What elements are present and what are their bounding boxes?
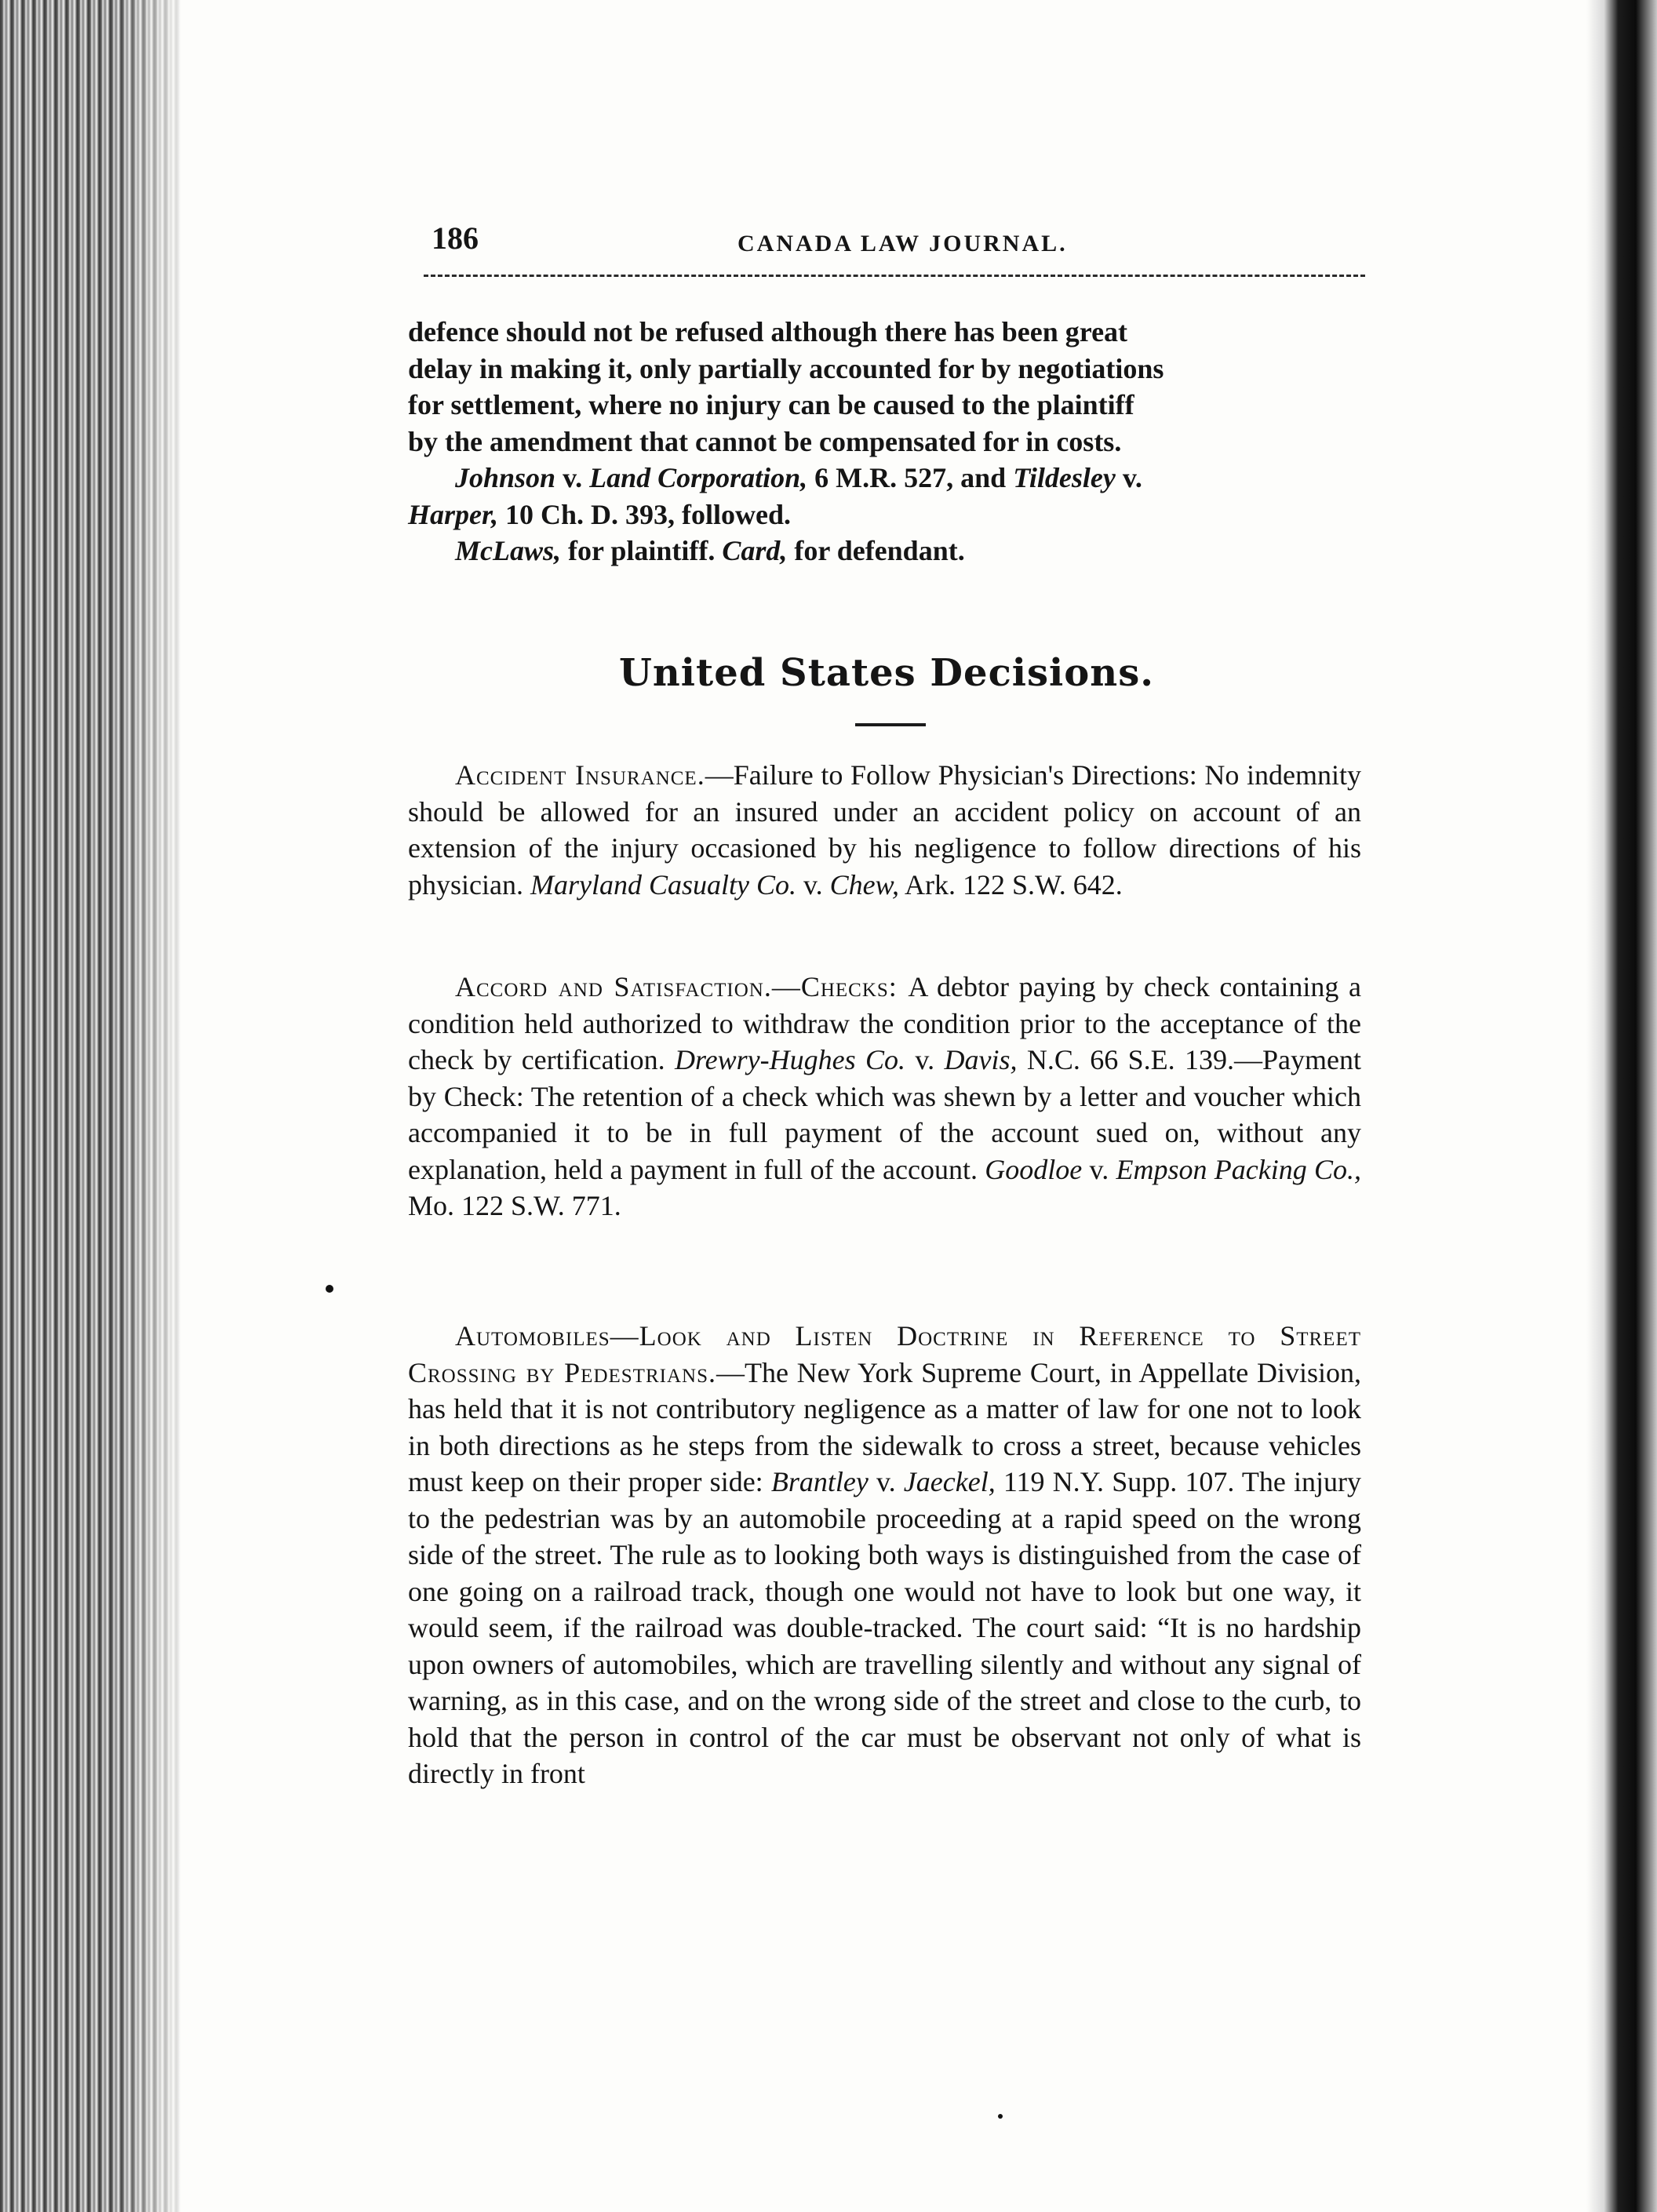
citation: 6 M.R. 527, and xyxy=(807,462,1014,493)
automobiles-paragraph xyxy=(408,1318,1361,1792)
case-name: Goodloe xyxy=(985,1153,1083,1185)
case-citation-line xyxy=(408,460,1361,497)
case-name: Drewry-Hughes Co. xyxy=(675,1044,906,1075)
counsel-name: Card, xyxy=(722,535,788,566)
topic-heading: Accord and Satisfaction. xyxy=(455,971,772,1002)
topic-heading: Automobiles—Look and Listen Doctrine in Reference to Street Crossing by Pedestrians. xyxy=(408,1320,1361,1388)
case-party: Empson Packing Co., xyxy=(1116,1153,1361,1185)
citation: 10 Ch. D. 393, followed. xyxy=(498,498,792,530)
counsel-name: McLaws, xyxy=(455,535,561,566)
paragraph-body xyxy=(408,1318,1361,1792)
versus: v. xyxy=(905,1044,945,1075)
versus: v. xyxy=(868,1466,904,1497)
topic-heading: Accident Insurance. xyxy=(455,759,705,791)
counsel-line xyxy=(408,533,1361,569)
journal-title: CANADA LAW JOURNAL. xyxy=(737,231,1068,256)
text-line: for settlement, where no injury can be caused to the plaintiff xyxy=(408,389,1134,420)
citation: Ark. 122 S.W. 642. xyxy=(899,868,1123,900)
citation: N.C. 66 S.E. 139. xyxy=(1017,1044,1235,1075)
versus: v. xyxy=(796,868,830,900)
case-name: Brantley xyxy=(770,1466,869,1497)
case-name: Johnson xyxy=(455,462,556,493)
header-rule xyxy=(424,275,1365,277)
paragraph-text: —Payment by Check: The retention of a check which was shewn by a letter and voucher which accompanied it to be in full payment of the account sued on, without any explanation, held a payment in full of the account. xyxy=(408,1044,1362,1185)
citation: Mo. 122 S.W. 771. xyxy=(408,1190,621,1221)
accord-satisfaction-paragraph xyxy=(408,969,1361,1224)
binding-shadow xyxy=(118,0,188,2212)
counsel-role: for plaintiff. xyxy=(561,535,723,566)
versus: v. xyxy=(1082,1153,1116,1185)
running-head xyxy=(408,212,1365,259)
case-party: Chew, xyxy=(829,868,899,900)
case-party: Harper, xyxy=(408,498,499,530)
case-party: Davis, xyxy=(944,1044,1018,1075)
subtopic-heading: —Checks: xyxy=(771,971,909,1002)
page-content xyxy=(408,212,1365,2157)
paragraph-text: A debtor paying by check containing a condition held authorized to withdraw the condition prior to the acceptance of the check by certification. xyxy=(408,971,1361,1075)
paragraph-text: 119 N.Y. Supp. 107. The injury to the pedestrian was by an automobile proceeding at a rapid speed on the wrong side of the street. The rule as to looking both ways is distinguished from the case of one going on a railroad track, though one would not have to look but one way, it would seem, if the railroad was double-tracked. The court said: “It is no hardship upon owners of automobiles, which are travelling silently and without any signal of warning, as in this case, and on the wrong side of the street and close to the curb, to hold that the person in control of the car must be observant not only of what is directly in front xyxy=(408,1466,1361,1789)
section-title: United States Decisions. xyxy=(619,651,1154,695)
case-party: Jaeckel, xyxy=(903,1466,996,1497)
case-name: Maryland Casualty Co. xyxy=(530,868,796,900)
opening-paragraph xyxy=(408,314,1361,569)
versus: v. xyxy=(555,462,590,493)
text-line: delay in making it, only partially accounted for by negotiations xyxy=(408,352,1164,384)
case-name: Tildesley xyxy=(1013,462,1116,493)
page-number: 186 xyxy=(432,220,479,256)
accident-insurance-paragraph xyxy=(408,757,1361,903)
paragraph-text: —The New York Supreme Court, in Appellate Division, has held that it is not contributory negligence as a matter of law for one not to look in both directions as he steps from the sidewalk to cross a street, because vehicles must keep on their proper side: xyxy=(408,1356,1362,1497)
section-rule xyxy=(855,723,926,726)
case-party: Land Corporation, xyxy=(589,462,808,493)
ink-speck xyxy=(326,1285,333,1293)
paragraph-body xyxy=(408,757,1361,903)
paragraph-text: —Failure to Follow Physician's Directions: No indemnity should be allowed for an insured under an accident policy on account of an extension of the injury occasioned by his negligence to follow directions of his physician. xyxy=(408,759,1361,900)
text-line: by the amendment that cannot be compensated for in costs. xyxy=(408,425,1122,457)
counsel-role: for defendant. xyxy=(787,535,965,566)
paragraph-body xyxy=(408,969,1361,1224)
versus: v. xyxy=(1115,462,1142,493)
text-line: defence should not be refused although there has been great xyxy=(408,316,1128,347)
binding-edge-right xyxy=(1586,0,1657,2212)
case-citation-line xyxy=(408,497,1361,533)
